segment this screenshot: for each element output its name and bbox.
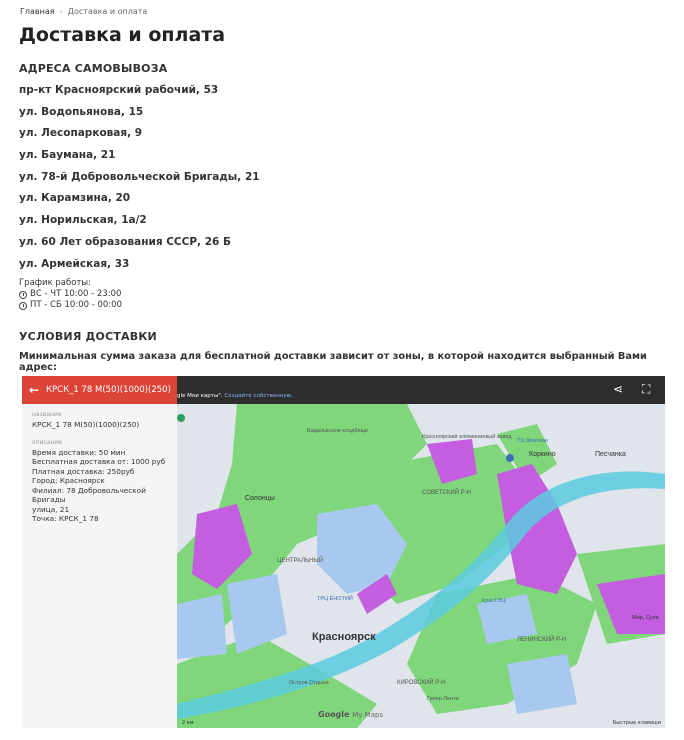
page-title: Доставка и оплата — [19, 24, 226, 46]
map-label-peschanka: Песчанка — [595, 451, 626, 458]
map-notice — [177, 393, 293, 399]
pickup-address: ул. Водопьянова, 15 — [19, 105, 144, 118]
schedule-row — [19, 289, 122, 300]
mymaps-logo-text: My Maps — [352, 711, 384, 719]
map-label-mir: Мир, Сули — [632, 615, 659, 621]
delivery-heading: УСЛОВИЯ ДОСТАВКИ — [19, 330, 157, 343]
pickup-address: ул. Лесопарковая, 9 — [19, 127, 143, 140]
map-notice-text: gle Мои карты". — [177, 393, 223, 399]
schedule-time: ПТ - СБ 10:00 - 00:00 — [30, 300, 122, 310]
panel-desc-label: описание — [32, 438, 62, 446]
map-title: КРСК_1 78 М(50)(1000)(250) — [46, 385, 171, 395]
pickup-address-list — [19, 82, 260, 277]
delivery-lead-text: Минимальная сумма заказа для бесплатной доставки зависит от зоны, в которой находится выбранный Вами адрес: — [19, 351, 647, 373]
panel-desc-line: Город: Красноярск — [32, 476, 105, 485]
map-label-kirovsky: КИРОВСКИЙ Р-Н — [397, 680, 446, 686]
panel-desc-line: Точка: КРСК_1 78 — [32, 514, 99, 523]
pickup-address: ул. 78-й Добровольческой Бригады, 21 — [19, 170, 260, 183]
map-label-flagman: ТЦ Флагман — [517, 438, 549, 444]
pickup-address: ул. Норильская, 1а/2 — [19, 214, 147, 227]
chevron-right-icon: › — [59, 7, 63, 16]
map-scale: 2 км — [182, 720, 194, 726]
share-icon[interactable]: ⋖ — [613, 382, 624, 396]
map-label-lenta: Гипер Лента — [427, 696, 459, 702]
map-label-zavod: Красноярский алюминиевый завод — [422, 434, 512, 440]
google-logo-text: Google — [318, 710, 350, 719]
clock-icon — [19, 302, 27, 310]
fullscreen-icon[interactable]: ⛶ — [642, 382, 651, 396]
map-header — [22, 376, 665, 404]
map-info-panel — [22, 404, 177, 728]
breadcrumb — [20, 7, 147, 16]
map-create-link[interactable]: Создайте собственную. — [224, 393, 294, 399]
breadcrumb-home-link[interactable]: Главная — [20, 7, 55, 16]
map-label-solontsy: Солонцы — [245, 495, 275, 502]
pickup-address: ул. 60 Лет образования СССР, 26 Б — [19, 235, 231, 248]
panel-desc-line: Время доставки: 50 мин — [32, 447, 126, 457]
keyboard-shortcuts-link[interactable]: Быстрые клавиши — [612, 720, 661, 726]
pickup-address: ул. Карамзина, 20 — [19, 192, 131, 205]
map-pin-icon[interactable] — [177, 414, 185, 422]
map-label-leninsky: ЛЕНИНСКИЙ Р-Н — [517, 637, 567, 643]
panel-name: КРСК_1 78 М(50)(1000)(250) — [32, 420, 140, 429]
map-label-enotik: ТРЦ ЕНОТИЙ — [317, 596, 353, 602]
pickup-heading: АДРЕСА САМОВЫВОЗА — [19, 62, 168, 75]
schedule-time: ВС - ЧТ 10:00 - 23:00 — [30, 289, 122, 299]
map-label-sovetsky: СОВЕТСКИЙ Р-Н — [422, 490, 471, 496]
work-schedule — [19, 278, 122, 311]
breadcrumb-current: Доставка и оплата — [67, 7, 148, 16]
panel-desc-line: Филиал: 78 Добровольческой Бригады — [32, 485, 146, 504]
google-logo — [318, 710, 383, 719]
panel-desc-line: Платная доставка: 250руб — [32, 466, 135, 476]
panel-desc-line: улица, 21 — [32, 504, 70, 514]
arrow-left-icon[interactable]: ← — [28, 383, 40, 397]
panel-desc-line: Бесплатная доставка от: 1000 руб — [32, 457, 166, 466]
schedule-label: График работы: — [19, 278, 91, 288]
map-label-korkino: Коркино — [529, 451, 556, 458]
map-title-bar — [22, 376, 177, 404]
map-label-otdyh: Остров Отдыха — [289, 680, 329, 686]
map-label-city: Красноярск — [312, 631, 376, 643]
schedule-row — [19, 300, 122, 311]
panel-name-label: название — [32, 411, 62, 418]
delivery-zones-map[interactable] — [22, 376, 665, 728]
map-label-badalik: Бадалыкское кладбище — [307, 428, 369, 434]
clock-icon — [19, 291, 27, 299]
map-pin-icon[interactable] — [506, 454, 514, 462]
pickup-address: ул. Баумана, 21 — [19, 149, 116, 162]
delivery-zone-blue[interactable] — [177, 594, 227, 659]
map-canvas[interactable] — [177, 404, 665, 728]
pickup-address: пр-кт Красноярский рабочий, 53 — [19, 84, 219, 96]
map-label-krasttec: КрасТЭЦ — [482, 598, 506, 604]
pickup-address: ул. Армейская, 33 — [19, 257, 130, 270]
map-label-central: ЦЕНТРАЛЬНЫЙ — [277, 558, 324, 564]
delivery-zone-blue[interactable] — [507, 654, 577, 714]
